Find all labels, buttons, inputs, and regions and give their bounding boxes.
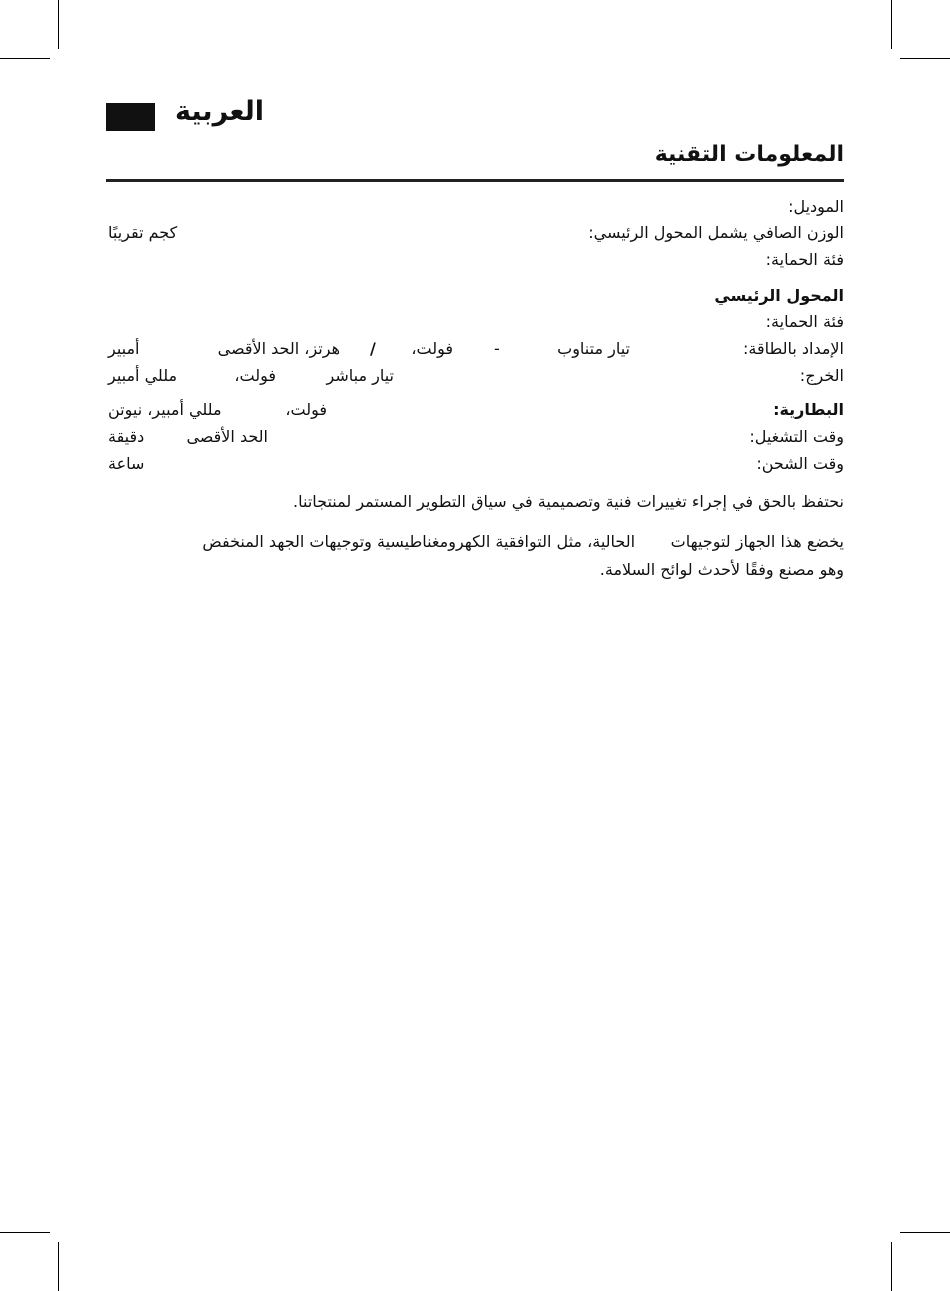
charge-time-unit: ساعة [108,454,145,473]
runtime-label: وقت التشغيل: [749,427,844,446]
crop-mark [891,1242,892,1291]
crop-mark [58,0,59,49]
power-supply-part: / [370,339,376,358]
power-supply-part: تيار متناوب [557,339,630,358]
output-part: مللي أمبير [108,366,178,385]
battery-part: مللي أمبير، نيوتن [108,400,222,419]
charge-time-label: وقت الشحن: [756,454,844,473]
crop-mark [900,1232,950,1233]
battery-title: البطارية: [773,400,844,419]
language-label: العربية [175,96,264,127]
adapter-title: المحول الرئيسي [714,286,844,305]
crop-mark [0,58,50,59]
crop-mark [891,0,892,49]
language-marker [106,103,155,131]
compliance-note-line-2: وهو مصنع وفقًا لأحدث لوائح السلامة. [599,560,844,579]
power-supply-part: هرتز، الحد الأقصى [217,339,340,358]
section-title: المعلومات التقنية [654,142,844,167]
model-label: الموديل: [788,197,844,216]
title-divider [106,179,844,182]
crop-mark [0,1232,50,1233]
protection-class-label: فئة الحماية: [765,250,844,269]
runtime-part: الحد الأقصى [186,427,268,446]
power-supply-part: فولت، [411,339,453,358]
power-supply-label: الإمداد بالطاقة: [742,339,844,358]
power-supply-part: - [494,339,500,358]
battery-part: فولت، [285,400,327,419]
crop-mark [58,1242,59,1291]
output-part: تيار مباشر [326,366,394,385]
output-part: فولت، [234,366,276,385]
compliance-note-line-1: يخضع هذا الجهاز لتوجيهات الحالية، مثل التوافقية الكهرومغناطيسية وتوجيهات الجهد المنخفض [202,532,844,551]
adapter-protection-class-label: فئة الحماية: [765,312,844,331]
net-weight-label: الوزن الصافي يشمل المحول الرئيسي: [588,223,844,242]
runtime-part: دقيقة [108,427,145,446]
power-supply-part: أمبير [108,339,140,358]
net-weight-value: كجم تقريبًا [108,223,178,242]
output-label: الخرج: [799,366,844,385]
crop-mark [900,58,950,59]
reservation-note: نحتفظ بالحق في إجراء تغييرات فنية وتصميمية في سياق التطوير المستمر لمنتجاتنا. [293,492,844,511]
